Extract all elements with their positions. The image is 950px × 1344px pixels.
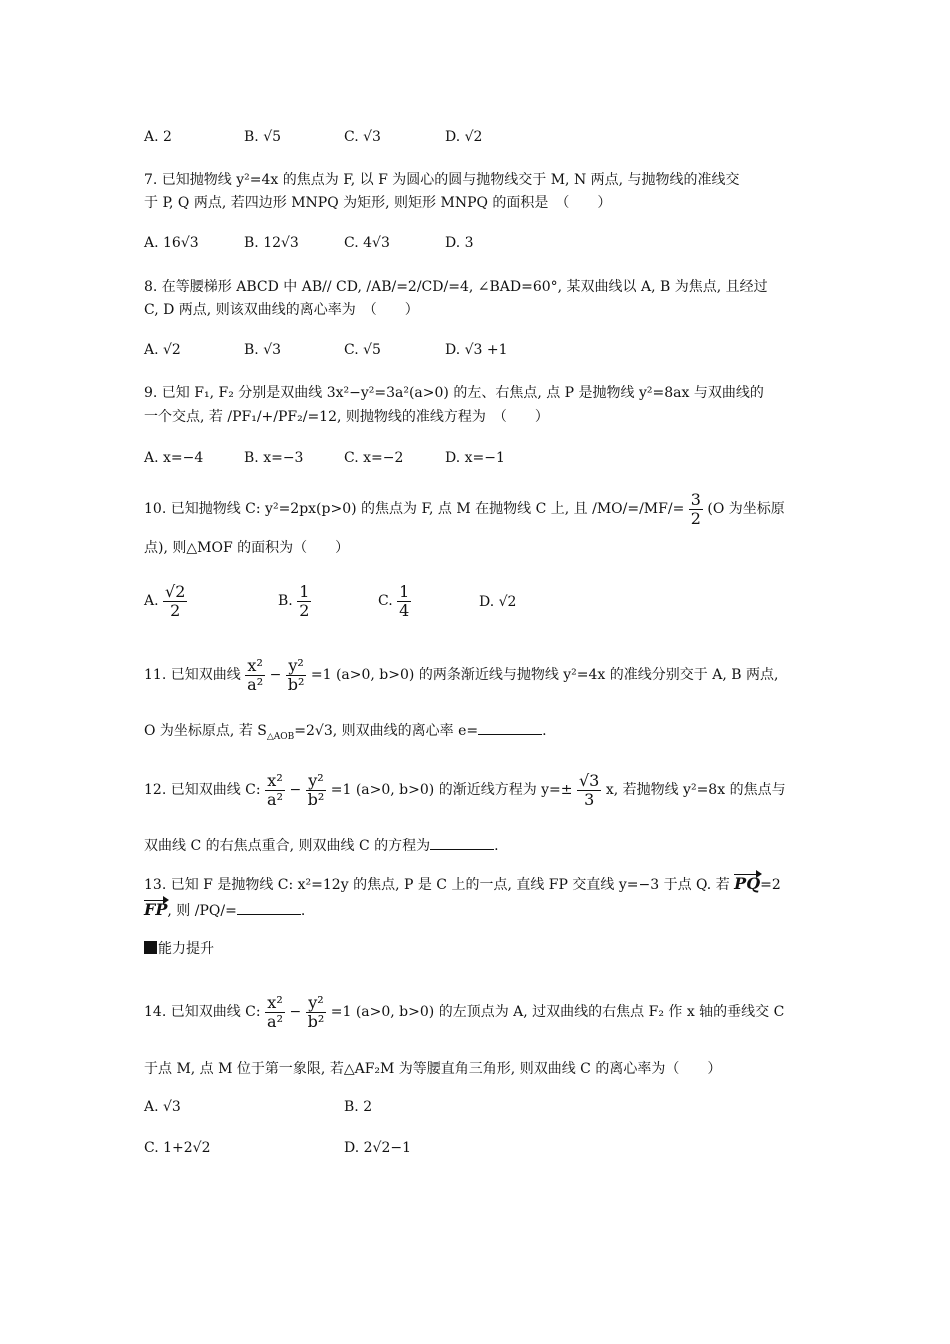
q12-b2: b² [307,789,325,809]
q9-option-d: D. x=−1 [445,450,505,466]
q10-option-a [144,582,187,620]
q10-option-c-num: 1 [399,581,410,601]
q13-line2-end: . [300,903,306,919]
q12-frac-den: 3 [584,789,595,809]
q9-line2: 一个交点, 若 /PF₁/+/PF₂/=12, 则抛物线的准线方程为 （ ） [144,409,549,425]
q10-option-b-label: B. [278,593,293,609]
q10-option-a-den: 2 [170,600,181,620]
q14-line1 [144,992,784,1032]
q11-line2-post: =2√3, 则双曲线的离心率 e= [294,723,479,739]
q14-post: =1 (a>0, b>0) 的左顶点为 A, 过双曲线的右焦点 F₂ 作 x 轴的垂线交 C [330,1004,785,1020]
q11-b2: b² [287,674,305,694]
q14-y2: y² [308,992,324,1012]
q13-vector-pq: PQ [734,874,761,893]
q9-option-b: B. x=−3 [244,450,304,466]
section-heading [144,939,214,959]
q9-option-a: A. x=−4 [144,450,204,466]
q6-option-c: C. √3 [344,129,381,145]
q14-option-d: D. 2√2−1 [344,1140,411,1156]
section-title: 能力提升 [158,941,214,957]
q11-frac-y [286,657,307,694]
q11-minus: − [269,667,282,683]
q10-option-c-label: C. [378,593,393,609]
q10-option-d: D. √2 [479,594,517,610]
q14-x2: x² [267,992,283,1012]
q10-line1-pre: 10. 已知抛物线 C: y²=2px(p>0) 的焦点为 F, 点 M 在抛物线 C 上, 且 /MO/=/MF/= [144,501,685,517]
q14-option-b: B. 2 [344,1099,373,1115]
q12-frac-x [265,772,285,809]
q12-x2: x² [267,770,283,790]
q8-line2: C, D 两点, 则该双曲线的离心率为 （ ） [144,302,419,318]
q12-mid: =1 (a>0, b>0) 的渐近线方程为 y=± [330,782,573,798]
q8-option-b: B. √3 [244,342,282,358]
q12-minus: − [289,782,302,798]
q13-line1 [144,874,781,895]
q10-option-a-num: √2 [165,581,186,601]
q10-fraction [689,491,703,528]
q8-option-c: C. √5 [344,342,381,358]
q12-line2-end: . [494,838,499,854]
q13-line1-post: =2 [760,877,781,893]
q14-frac-x [265,994,285,1031]
q14-option-a: A. √3 [144,1099,181,1115]
q10-option-a-fraction [163,583,187,620]
q13-vector-fp: FP [144,900,168,919]
q10-option-b-den: 2 [299,600,310,620]
q7-line2: 于 P, Q 两点, 若四边形 MNPQ 为矩形, 则矩形 MNPQ 的面积是 （ ） [144,195,612,211]
q10-option-c-den: 4 [399,600,410,620]
q7-line1: 7. 已知抛物线 y²=4x 的焦点为 F, 以 F 为圆心的圆与抛物线交于 M, N 两点, 与抛物线的准线交 [144,172,740,188]
q12-post: x, 若抛物线 y²=8x 的焦点与 [605,782,786,798]
q14-frac-y [306,994,327,1031]
q10-option-b-fraction [297,583,311,620]
q13-answer-blank[interactable] [237,900,301,915]
q10-option-c [378,582,411,620]
q14-line2: 于点 M, 点 M 位于第一象限, 若△AF₂M 为等腰直角三角形, 则双曲线 C 的离心率为（ ） [144,1061,722,1077]
q7-option-a: A. 16√3 [144,235,199,251]
q6-option-b: B. √5 [244,129,282,145]
q12-pre: 12. 已知双曲线 C: [144,782,261,798]
q13-line2-post: , 则 /PQ/= [167,903,237,919]
q8-line1: 8. 在等腰梯形 ABCD 中 AB// CD, /AB/=2/CD/=4, ∠BAD=60°, 某双曲线以 A, B 为焦点, 且经过 [144,279,768,295]
q11-post: =1 (a>0, b>0) 的两条渐近线与抛物线 y²=4x 的准线分别交于 A, B 两点, [310,667,779,683]
q14-pre: 14. 已知双曲线 C: [144,1004,261,1020]
square-bullet-icon [144,941,157,954]
q10-frac-den: 2 [690,508,701,528]
q14-minus: − [289,1004,302,1020]
q11-line2-pre: O 为坐标原点, 若 S [144,723,267,739]
q12-y2: y² [308,770,324,790]
q10-line1 [144,490,785,528]
q11-x2: x² [247,655,263,675]
q8-option-a: A. √2 [144,342,181,358]
q10-option-c-fraction [397,583,411,620]
q12-line2-pre: 双曲线 C 的右焦点重合, 则双曲线 C 的方程为 [144,838,431,854]
q8-option-d: D. √3 +1 [445,342,508,358]
q10-line1-post: (O 为坐标原 [707,501,785,517]
q11-answer-blank[interactable] [478,720,542,735]
q11-a2: a² [247,674,264,694]
q12-line1 [144,770,786,810]
q14-a2: a² [267,1011,283,1031]
q11-y2: y² [288,655,304,675]
q7-option-c: C. 4√3 [344,235,390,251]
q6-option-d: D. √2 [445,129,483,145]
q12-frac-asymptote [577,772,601,809]
q7-option-b: B. 12√3 [244,235,299,251]
q10-option-b-num: 1 [299,581,310,601]
q11-frac-x [245,657,265,694]
q11-line2-end: . [542,723,547,739]
q10-option-a-label: A. [144,593,159,609]
q11-line1 [144,655,778,695]
q9-option-c: C. x=−2 [344,450,404,466]
q14-b2: b² [307,1011,325,1031]
q12-line2 [144,835,499,856]
q11-line2-sub: △AOB [266,731,295,742]
q12-frac-num: √3 [578,770,600,790]
q13-line2 [144,900,305,921]
q12-a2: a² [267,789,283,809]
q12-frac-y [306,772,327,809]
q13-line1-pre: 13. 已知 F 是抛物线 C: x²=12y 的焦点, P 是 C 上的一点, 直线 FP 交直线 y=−3 于点 Q. 若 [144,877,730,893]
q7-option-d: D. 3 [445,235,474,251]
q14-option-c: C. 1+2√2 [144,1140,211,1156]
q11-pre: 11. 已知双曲线 [144,667,241,683]
q11-line2 [144,720,547,747]
q6-option-a: A. 2 [144,129,172,145]
q10-frac-num: 3 [690,489,701,509]
q12-answer-blank[interactable] [430,835,494,850]
q9-line1: 9. 已知 F₁, F₂ 分别是双曲线 3x²−y²=3a²(a>0) 的左、右焦点, 点 P 是抛物线 y²=8ax 与双曲线的 [144,385,764,401]
q10-option-b [278,582,311,620]
q10-line2: 点), 则△MOF 的面积为（ ） [144,540,350,556]
